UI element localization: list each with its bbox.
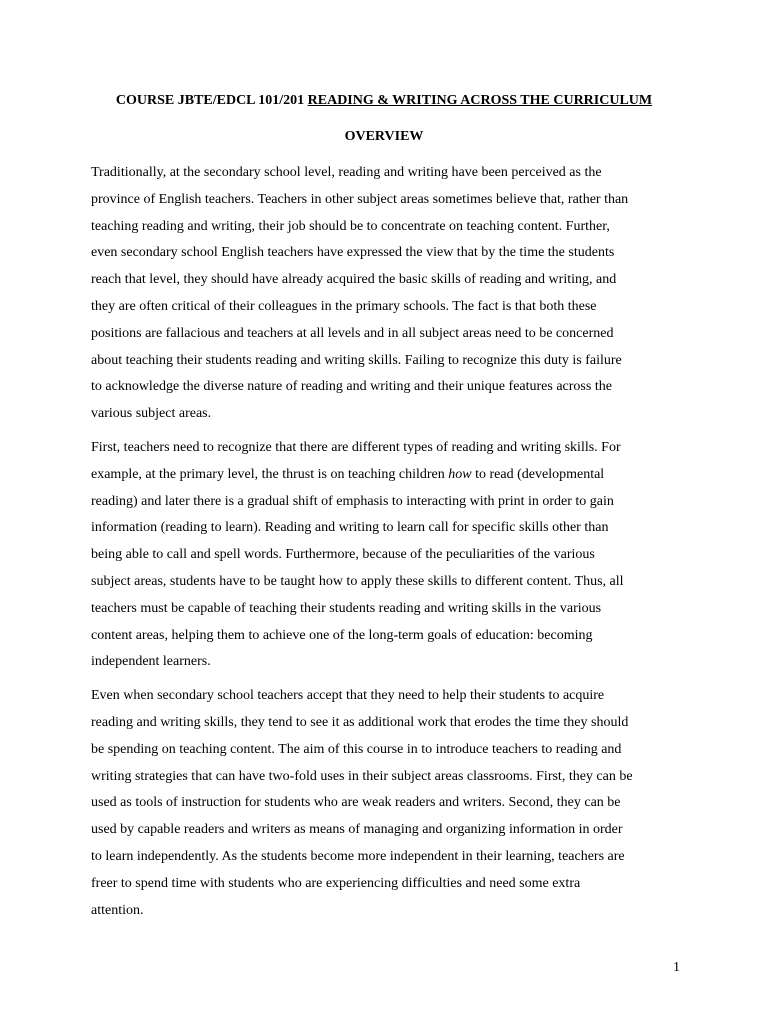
text-line: teaching reading and writing, their job should be to concentrate on teaching content. Further, [91,218,610,234]
paragraph-2 [91,435,691,676]
text-line: they are often critical of their colleagues in the primary schools. The fact is that both these [91,298,597,314]
text-line: attention. [91,902,144,918]
paragraph-1 [91,160,691,428]
text-line: subject areas, students have to be taught how to apply these skills to different content. Thus, all [91,573,624,589]
text-line: positions are fallacious and teachers at all levels and in all subject areas need to be concerned [91,325,614,341]
text-line: reach that level, they should have already acquired the basic skills of reading and writing, and [91,272,617,288]
text-line: freer to spend time with students who are experiencing difficulties and need some extra [91,875,581,891]
text-line: content areas, helping them to achieve one of the long-term goals of education: becoming [91,627,593,643]
text-line: even secondary school English teachers have expressed the view that by the time the students [91,245,615,261]
text-line: teachers must be capable of teaching their students reading and writing skills in the various [91,600,602,616]
text-line: to learn independently. As the students become more independent in their learning, teachers are [91,848,625,864]
section-heading: OVERVIEW [344,129,424,144]
text-line: Traditionally, at the secondary school level, reading and writing have been perceived as the [91,165,602,180]
text-line: information (reading to learn). Reading and writing to learn call for specific skills other than [91,520,609,536]
text-line: to acknowledge the diverse nature of reading and writing and their unique features across the [91,379,612,395]
text-line: reading and writing skills, they tend to see it as additional work that erodes the time they should [91,714,629,730]
text-line-with-emphasis [91,462,691,489]
text-fragment: example, at the primary level, the thrust is on teaching children [91,466,449,482]
page-number: 1 [673,960,680,975]
text-line: used as tools of instruction for students who are weak readers and writers. Second, they can be [91,795,621,811]
body-text [91,160,691,931]
course-name: READING & WRITING ACROSS THE CURRICULUM [307,93,653,108]
text-line: used by capable readers and writers as means of managing and organizing information in order [91,822,623,838]
text-fragment: to read (developmental [471,466,605,482]
course-code: COURSE JBTE/EDCL 101/201 [115,93,308,108]
text-line: reading) and later there is a gradual shift of emphasis to interacting with print in order to gain [91,493,614,509]
text-line: various subject areas. [91,406,212,422]
text-line: First, teachers need to recognize that there are different types of reading and writing skills. For [91,439,621,455]
text-line: being able to call and spell words. Furthermore, because of the peculiarities of the various [91,547,595,563]
course-title [0,91,768,111]
text-line: province of English teachers. Teachers in other subject areas sometimes believe that, rather than [91,191,629,207]
text-line: independent learners. [91,654,211,670]
text-line: writing strategies that can have two-fold uses in their subject areas classrooms. First, they can be [91,768,633,784]
text-line: Even when secondary school teachers accept that they need to help their students to acquire [91,688,605,704]
paragraph-3 [91,683,691,924]
emphasized-word: how [448,466,472,482]
text-line: about teaching their students reading and writing skills. Failing to recognize this duty is failure [91,352,622,368]
text-line: be spending on teaching content. The aim of this course in to introduce teachers to reading and [91,741,622,757]
